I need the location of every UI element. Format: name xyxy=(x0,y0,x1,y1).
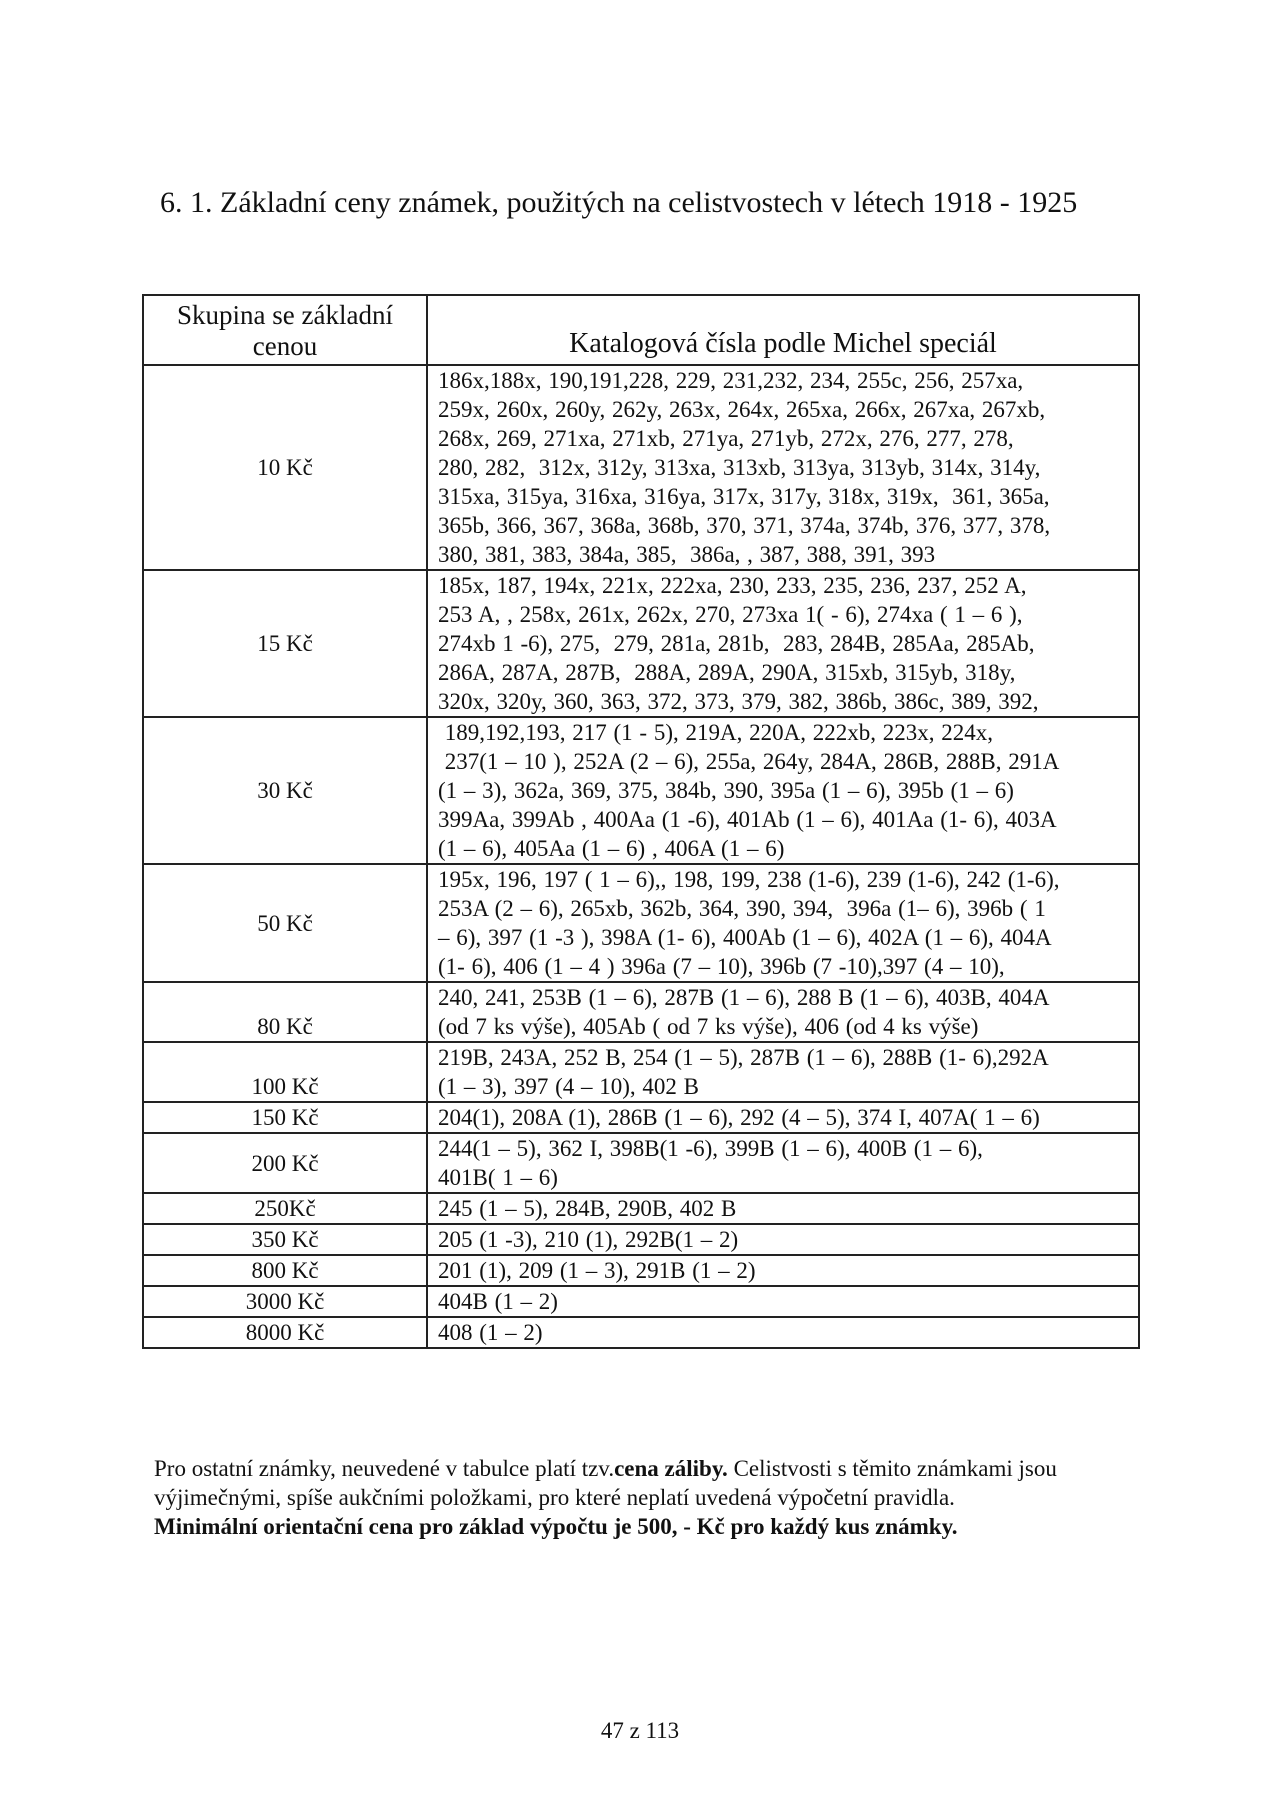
catalog-numbers-cell xyxy=(427,570,1139,717)
note-bold-term: cena záliby. xyxy=(614,1456,728,1481)
page-heading: 6. 1. Základní ceny známek, použitých na celistvostech v létech 1918 - 1925 xyxy=(160,186,1078,219)
catalog-line: 253A (2 – 6), 265xb, 362b, 364, 390, 394, 396a (1– 6), 396b ( 1 xyxy=(438,896,1046,921)
catalog-line: (1- 6), 406 (1 – 4 ) 396a (7 – 10), 396b (7 -10),397 (4 – 10), xyxy=(438,954,1005,979)
note-text-2: Celistvosti s těmito známkami jsou výjimečnými, spíše aukčními položkami, pro které neplatí uvedená výpočetní pravidla. xyxy=(154,1456,1057,1510)
price-group-cell: 350 Kč xyxy=(143,1224,427,1255)
catalog-line: 195x, 196, 197 ( 1 – 6),, 198, 199, 238 (1-6), 239 (1-6), 242 (1-6), xyxy=(438,867,1060,892)
page-number: 47 z 113 xyxy=(600,1718,680,1743)
catalog-line: 259x, 260x, 260y, 262y, 263x, 264x, 265xa, 266x, 267xa, 267xb, xyxy=(438,397,1046,422)
table-row xyxy=(143,1286,1139,1317)
price-group-cell: 3000 Kč xyxy=(143,1286,427,1317)
catalog-line: 185x, 187, 194x, 221x, 222xa, 230, 233, 235, 236, 237, 252 A, xyxy=(438,573,1027,598)
table-row xyxy=(143,1042,1139,1102)
catalog-line: 244(1 – 5), 362 I, 398B(1 -6), 399B (1 – 6), 400B (1 – 6), xyxy=(438,1136,983,1161)
table-row xyxy=(143,1193,1139,1224)
catalog-numbers-cell xyxy=(427,1224,1139,1255)
note-paragraph xyxy=(154,1454,1144,1541)
price-group-cell: 80 Kč xyxy=(143,982,427,1042)
catalog-line: (1 – 3), 362a, 369, 375, 384b, 390, 395a (1 – 6), 395b (1 – 6) xyxy=(438,778,1014,803)
catalog-line: 201 (1), 209 (1 – 3), 291B (1 – 2) xyxy=(438,1258,756,1283)
catalog-line: 404B (1 – 2) xyxy=(438,1289,558,1314)
catalog-line: 245 (1 – 5), 284B, 290B, 402 B xyxy=(438,1196,737,1221)
catalog-line: 204(1), 208A (1), 286B (1 – 6), 292 (4 – 5), 374 I, 407A( 1 – 6) xyxy=(438,1105,1040,1130)
catalog-line: 399Aa, 399Ab , 400Aa (1 -6), 401Ab (1 – 6), 401Aa (1- 6), 403A xyxy=(438,807,1057,832)
catalog-numbers-cell xyxy=(427,1133,1139,1193)
catalog-line: 365b, 366, 367, 368a, 368b, 370, 371, 374a, 374b, 376, 377, 378, xyxy=(438,513,1051,538)
catalog-line: 237(1 – 10 ), 252A (2 – 6), 255a, 264y, 284A, 286B, 288B, 291A xyxy=(438,749,1060,774)
table-row xyxy=(143,1317,1139,1348)
catalog-line: 408 (1 – 2) xyxy=(438,1320,543,1345)
catalog-line: 253 A, , 258x, 261x, 262x, 270, 273xa 1( - 6), 274xa ( 1 – 6 ), xyxy=(438,602,1023,627)
catalog-line: 240, 241, 253B (1 – 6), 287B (1 – 6), 288 B (1 – 6), 403B, 404A xyxy=(438,985,1050,1010)
catalog-numbers-cell xyxy=(427,1317,1139,1348)
catalog-line: (1 – 3), 397 (4 – 10), 402 B xyxy=(438,1074,699,1099)
catalog-line: 219B, 243A, 252 B, 254 (1 – 5), 287B (1 – 6), 288B (1- 6),292A xyxy=(438,1045,1049,1070)
note-minimum-price: Minimální orientační cena pro základ výpočtu je 500, - Kč pro každý kus známky. xyxy=(154,1514,958,1539)
catalog-line: (1 – 6), 405Aa (1 – 6) , 406A (1 – 6) xyxy=(438,836,785,861)
catalog-numbers-cell xyxy=(427,864,1139,982)
catalog-line: 274xb 1 -6), 275, 279, 281a, 281b, 283, 284B, 285Aa, 285Ab, xyxy=(438,631,1035,656)
catalog-line: 189,192,193, 217 (1 - 5), 219A, 220A, 222xb, 223x, 224x, xyxy=(438,720,993,745)
catalog-line: 280, 282, 312x, 312y, 313xa, 313xb, 313ya, 313yb, 314x, 314y, xyxy=(438,455,1041,480)
catalog-numbers-cell xyxy=(427,1193,1139,1224)
catalog-numbers-cell xyxy=(427,1042,1139,1102)
catalog-line: 186x,188x, 190,191,228, 229, 231,232, 234, 255c, 256, 257xa, xyxy=(438,368,1024,393)
catalog-line: 205 (1 -3), 210 (1), 292B(1 – 2) xyxy=(438,1227,739,1252)
price-group-cell: 150 Kč xyxy=(143,1102,427,1133)
table-row xyxy=(143,365,1139,570)
table-row xyxy=(143,570,1139,717)
catalog-numbers-cell xyxy=(427,1286,1139,1317)
note-text-1: Pro ostatní známky, neuvedené v tabulce platí tzv. xyxy=(154,1456,615,1481)
table-row xyxy=(143,1102,1139,1133)
price-group-cell: 50 Kč xyxy=(143,864,427,982)
catalog-numbers-cell xyxy=(427,1102,1139,1133)
catalog-line: (od 7 ks výše), 405Ab ( od 7 ks výše), 406 (od 4 ks výše) xyxy=(438,1014,979,1039)
table-row xyxy=(143,1133,1139,1193)
table-row xyxy=(143,1224,1139,1255)
table-row xyxy=(143,864,1139,982)
table-header-row xyxy=(143,295,1139,365)
price-group-cell: 10 Kč xyxy=(143,365,427,570)
catalog-line: 401B( 1 – 6) xyxy=(438,1165,558,1190)
catalog-numbers-cell xyxy=(427,982,1139,1042)
catalog-numbers-cell xyxy=(427,365,1139,570)
catalog-line: 268x, 269, 271xa, 271xb, 271ya, 271yb, 272x, 276, 277, 278, xyxy=(438,426,1014,451)
table-row xyxy=(143,982,1139,1042)
price-group-cell: 100 Kč xyxy=(143,1042,427,1102)
table-row xyxy=(143,1255,1139,1286)
catalog-numbers-cell xyxy=(427,1255,1139,1286)
table-row xyxy=(143,717,1139,864)
header-price-group: Skupina se základní cenou xyxy=(143,295,427,365)
catalog-line: 320x, 320y, 360, 363, 372, 373, 379, 382, 386b, 386c, 389, 392, xyxy=(438,689,1039,714)
catalog-line: 315xa, 315ya, 316xa, 316ya, 317x, 317y, 318x, 319x, 361, 365a, xyxy=(438,484,1050,509)
header-catalog-numbers: Katalogová čísla podle Michel speciál xyxy=(427,295,1139,365)
catalog-line: 286A, 287A, 287B, 288A, 289A, 290A, 315xb, 315yb, 318y, xyxy=(438,660,1016,685)
price-group-cell: 800 Kč xyxy=(143,1255,427,1286)
price-group-cell: 250Kč xyxy=(143,1193,427,1224)
price-group-cell: 15 Kč xyxy=(143,570,427,717)
price-table xyxy=(142,294,1140,1349)
table-body xyxy=(143,365,1139,1348)
catalog-numbers-cell xyxy=(427,717,1139,864)
price-group-cell: 30 Kč xyxy=(143,717,427,864)
price-group-cell: 200 Kč xyxy=(143,1133,427,1193)
price-group-cell: 8000 Kč xyxy=(143,1317,427,1348)
catalog-line: 380, 381, 383, 384a, 385, 386a, , 387, 388, 391, 393 xyxy=(438,542,936,567)
catalog-line: – 6), 397 (1 -3 ), 398A (1- 6), 400Ab (1 – 6), 402A (1 – 6), 404A xyxy=(438,925,1052,950)
